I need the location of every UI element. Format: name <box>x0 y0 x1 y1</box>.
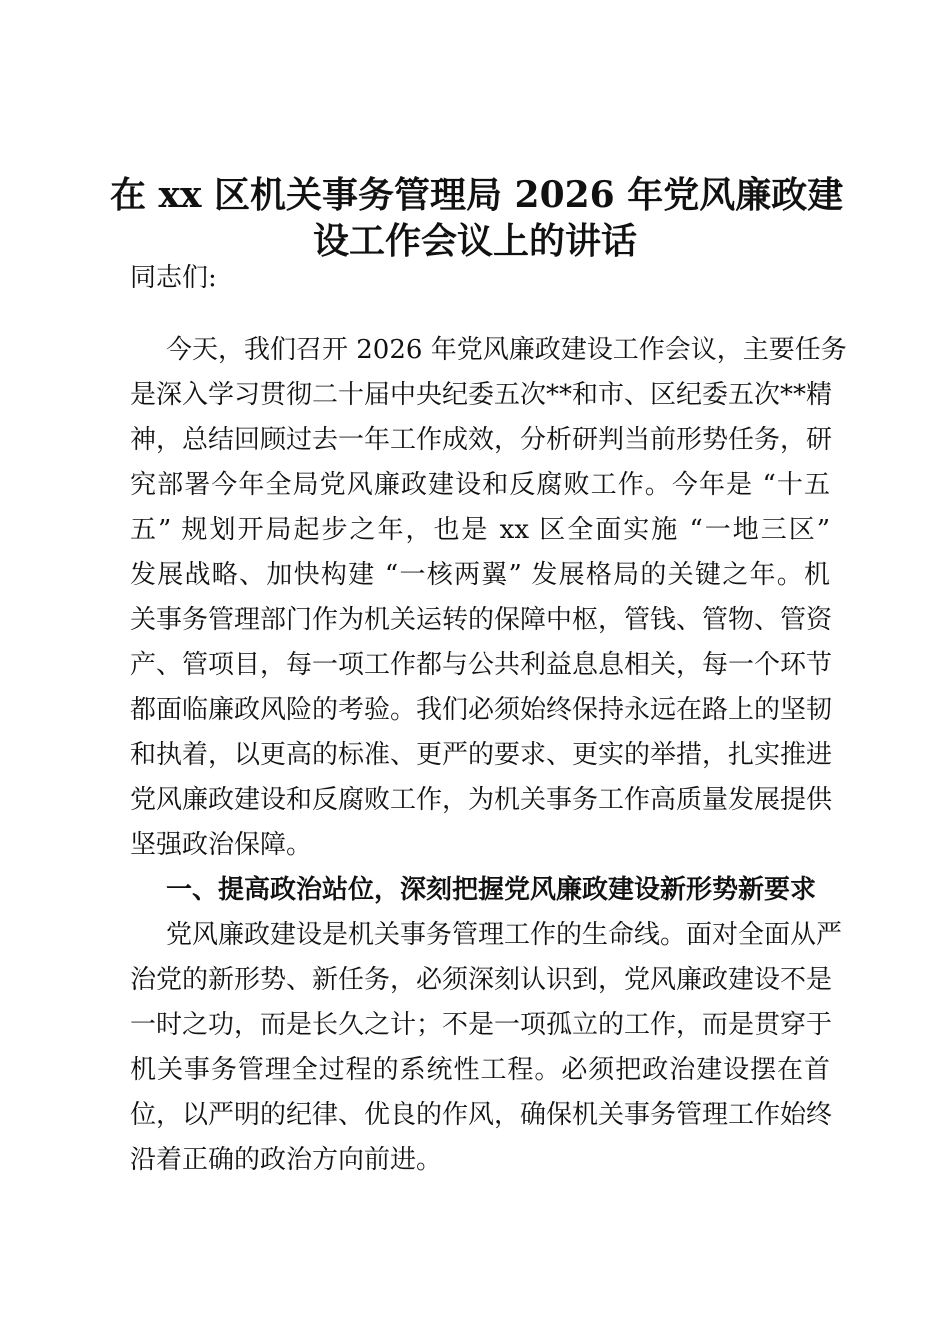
paragraph-1-line: 究部署今年全局党风廉政建设和反腐败工作。今年是 “十五 <box>130 470 830 500</box>
paragraph-2-line: 沿着正确的政治方向前进。 <box>130 1145 443 1175</box>
paragraph-2-line: 治党的新形势、新任务，必须深刻认识到，党风廉政建设不是 <box>130 965 833 995</box>
document-title-line-1: 在 xx 区机关事务管理局 2026 年党风廉政建 <box>110 174 844 216</box>
paragraph-1-line: 都面临廉政风险的考验。我们必须始终保持永远在路上的坚韧 <box>130 695 833 725</box>
salutation: 同志们: <box>130 263 217 293</box>
section-1-heading: 一、提高政治站位，深刻把握党风廉政建设新形势新要求 <box>166 875 817 905</box>
paragraph-1-line: 和执着，以更高的标准、更严的要求、更实的举措，扎实推进 <box>130 740 833 770</box>
document-title-line-2: 设工作会议上的讲话 <box>312 220 637 262</box>
paragraph-1-line: 发展战略、加快构建 “一核两翼” 发展格局的关键之年。机 <box>130 560 830 590</box>
paragraph-1-line: 党风廉政建设和反腐败工作，为机关事务工作高质量发展提供 <box>130 785 833 815</box>
paragraph-1-line: 产、管项目，每一项工作都与公共利益息息相关，每一个环节 <box>130 650 833 680</box>
paragraph-1-line: 是深入学习贯彻二十届中央纪委五次**和市、区纪委五次**精 <box>130 380 833 410</box>
paragraph-2-line: 机关事务管理全过程的系统性工程。必须把政治建设摆在首 <box>130 1055 830 1085</box>
paragraph-2-line: 党风廉政建设是机关事务管理工作的生命线。面对全面从严 <box>166 920 843 950</box>
paragraph-1-line: 五” 规划开局起步之年，也是 xx 区全面实施 “一地三区” <box>130 515 830 545</box>
paragraph-1-line: 今天，我们召开 2026 年党风廉政建设工作会议，主要任务 <box>166 335 847 365</box>
paragraph-1-line: 关事务管理部门作为机关运转的保障中枢，管钱、管物、管资 <box>130 605 833 635</box>
paragraph-1-line: 坚强政治保障。 <box>130 830 313 860</box>
paragraph-1-line: 神，总结回顾过去一年工作成效，分析研判当前形势任务，研 <box>130 425 833 455</box>
paragraph-2-line: 位，以严明的纪律、优良的作风，确保机关事务管理工作始终 <box>130 1100 833 1130</box>
paragraph-2-line: 一时之功，而是长久之计；不是一项孤立的工作，而是贯穿于 <box>130 1010 833 1040</box>
